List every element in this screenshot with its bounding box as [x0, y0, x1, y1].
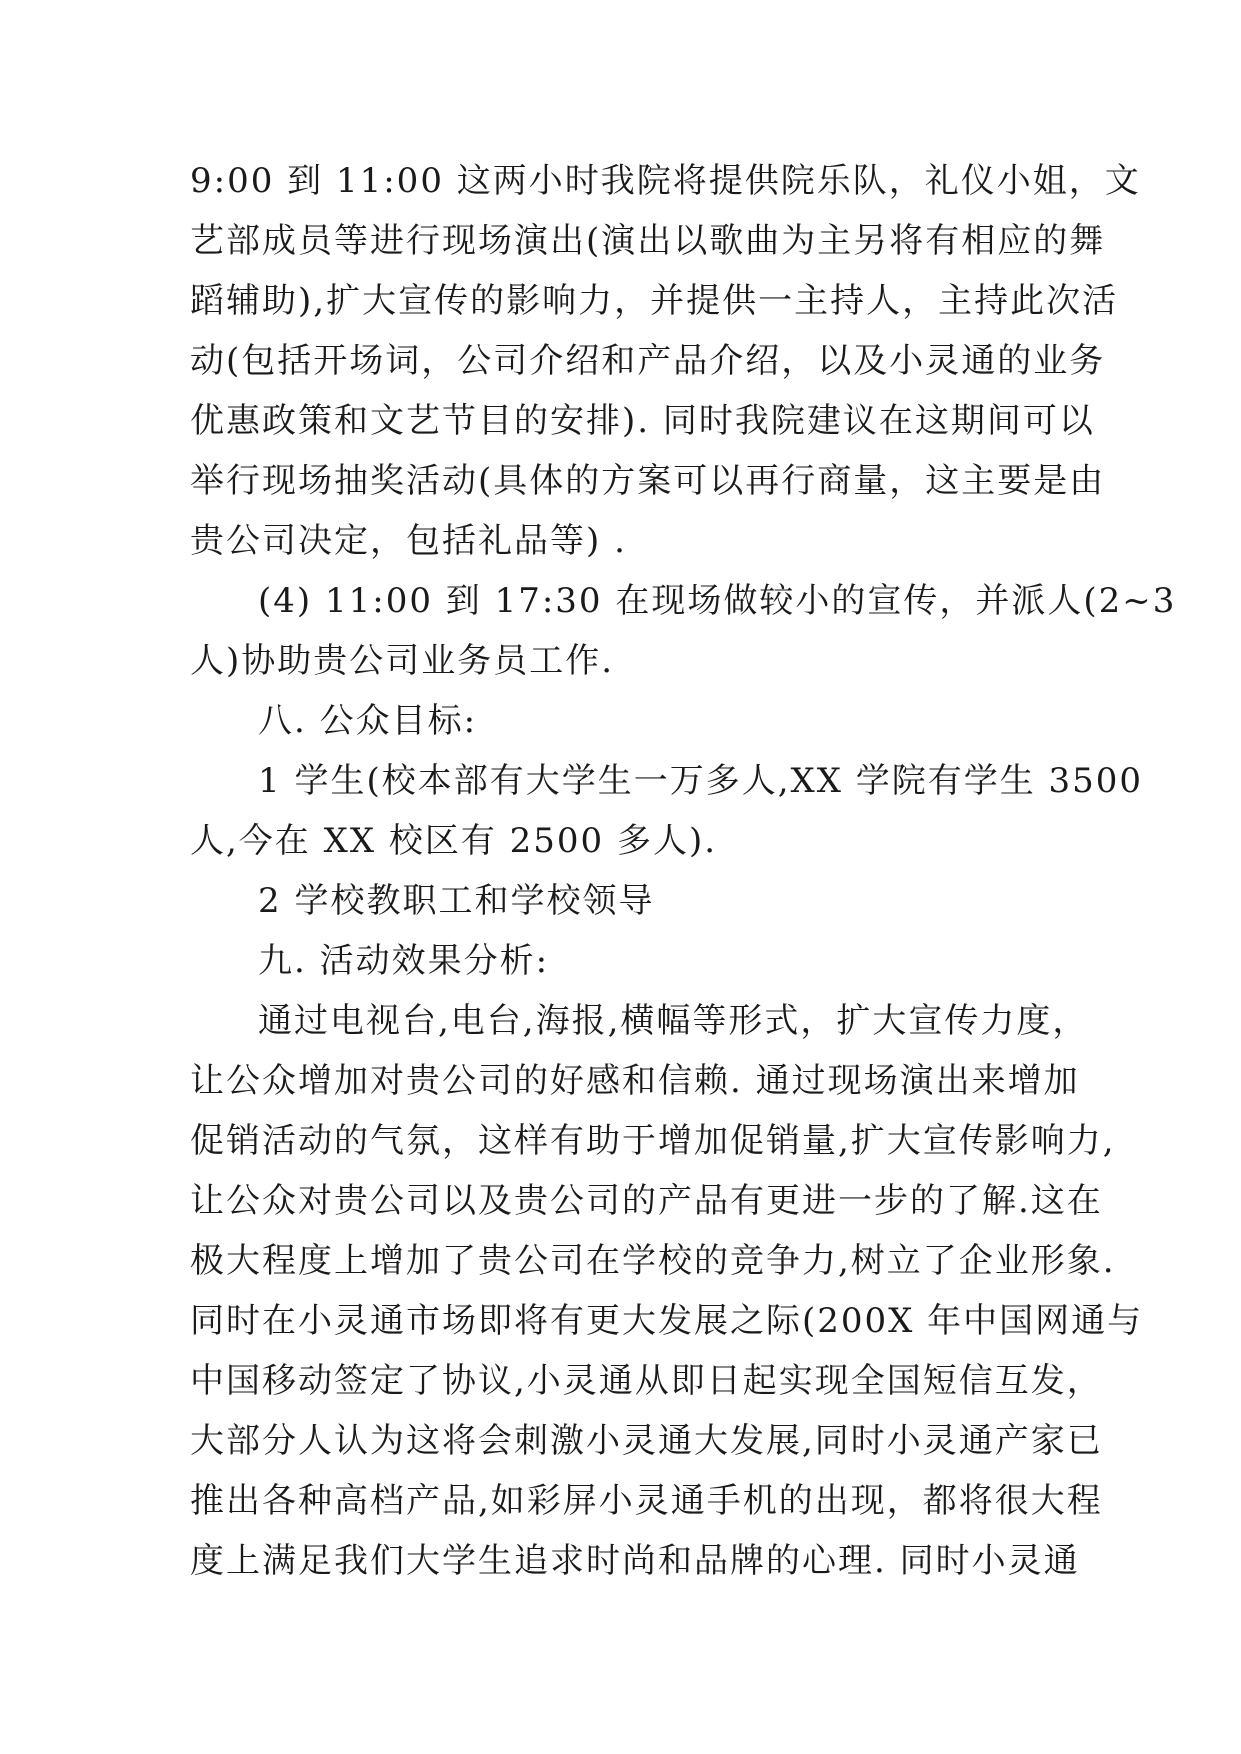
text-line: 优惠政策和文艺节目的安排). 同时我院建议在这期间可以 — [190, 401, 1095, 441]
text-line: 同时在小灵通市场即将有更大发展之际(200X 年中国网通与 — [190, 1301, 1144, 1341]
text-line: 1 学生(校本部有大学生一万多人,XX 学院有学生 3500 — [258, 761, 1144, 801]
text-line: 动(包括开场词，公司介绍和产品介绍，以及小灵通的业务 — [190, 341, 1106, 381]
text-line: (4) 11:00 到 17:30 在现场做较小的宣传，并派人(2~3 — [258, 581, 1177, 621]
text-line: 艺部成员等进行现场演出(演出以歌曲为主另将有相应的舞 — [190, 221, 1106, 261]
section-heading: 九. 活动效果分析: — [258, 941, 550, 981]
text-line: 大部分人认为这将会刺激小灵通大发展,同时小灵通产家已 — [190, 1421, 1103, 1461]
text-line: 人,今在 XX 校区有 2500 多人). — [190, 821, 718, 861]
text-line: 让公众对贵公司以及贵公司的产品有更进一步的了解.这在 — [190, 1181, 1103, 1221]
text-line: 蹈辅助),扩大宣传的影响力，并提供一主持人，主持此次活 — [190, 281, 1119, 321]
text-line: 2 学校教职工和学校领导 — [258, 881, 655, 921]
text-line: 举行现场抽奖活动(具体的方案可以再行商量，这主要是由 — [190, 461, 1106, 501]
text-line: 促销活动的气氛，这样有助于增加促销量,扩大宣传影响力, — [190, 1121, 1116, 1161]
text-line: 极大程度上增加了贵公司在学校的竞争力,树立了企业形象. — [190, 1241, 1116, 1281]
text-line: 贵公司决定，包括礼品等) . — [190, 521, 627, 561]
text-line: 让公众增加对贵公司的好感和信赖. 通过现场演出来增加 — [190, 1061, 1080, 1101]
text-line: 9:00 到 11:00 这两小时我院将提供院乐队，礼仪小姐，文 — [190, 161, 1141, 201]
section-heading: 八. 公众目标: — [258, 701, 478, 741]
text-line: 人)协助贵公司业务员工作. — [190, 641, 615, 681]
text-line: 中国移动签定了协议,小灵通从即日起实现全国短信互发， — [190, 1361, 1103, 1401]
text-line: 推出各种高档产品,如彩屏小灵通手机的出现，都将很大程 — [190, 1481, 1103, 1521]
text-line: 通过电视台,电台,海报,横幅等形式，扩大宣传力度， — [258, 1001, 1089, 1041]
text-line: 度上满足我们大学生追求时尚和品牌的心理. 同时小灵通 — [190, 1541, 1080, 1581]
